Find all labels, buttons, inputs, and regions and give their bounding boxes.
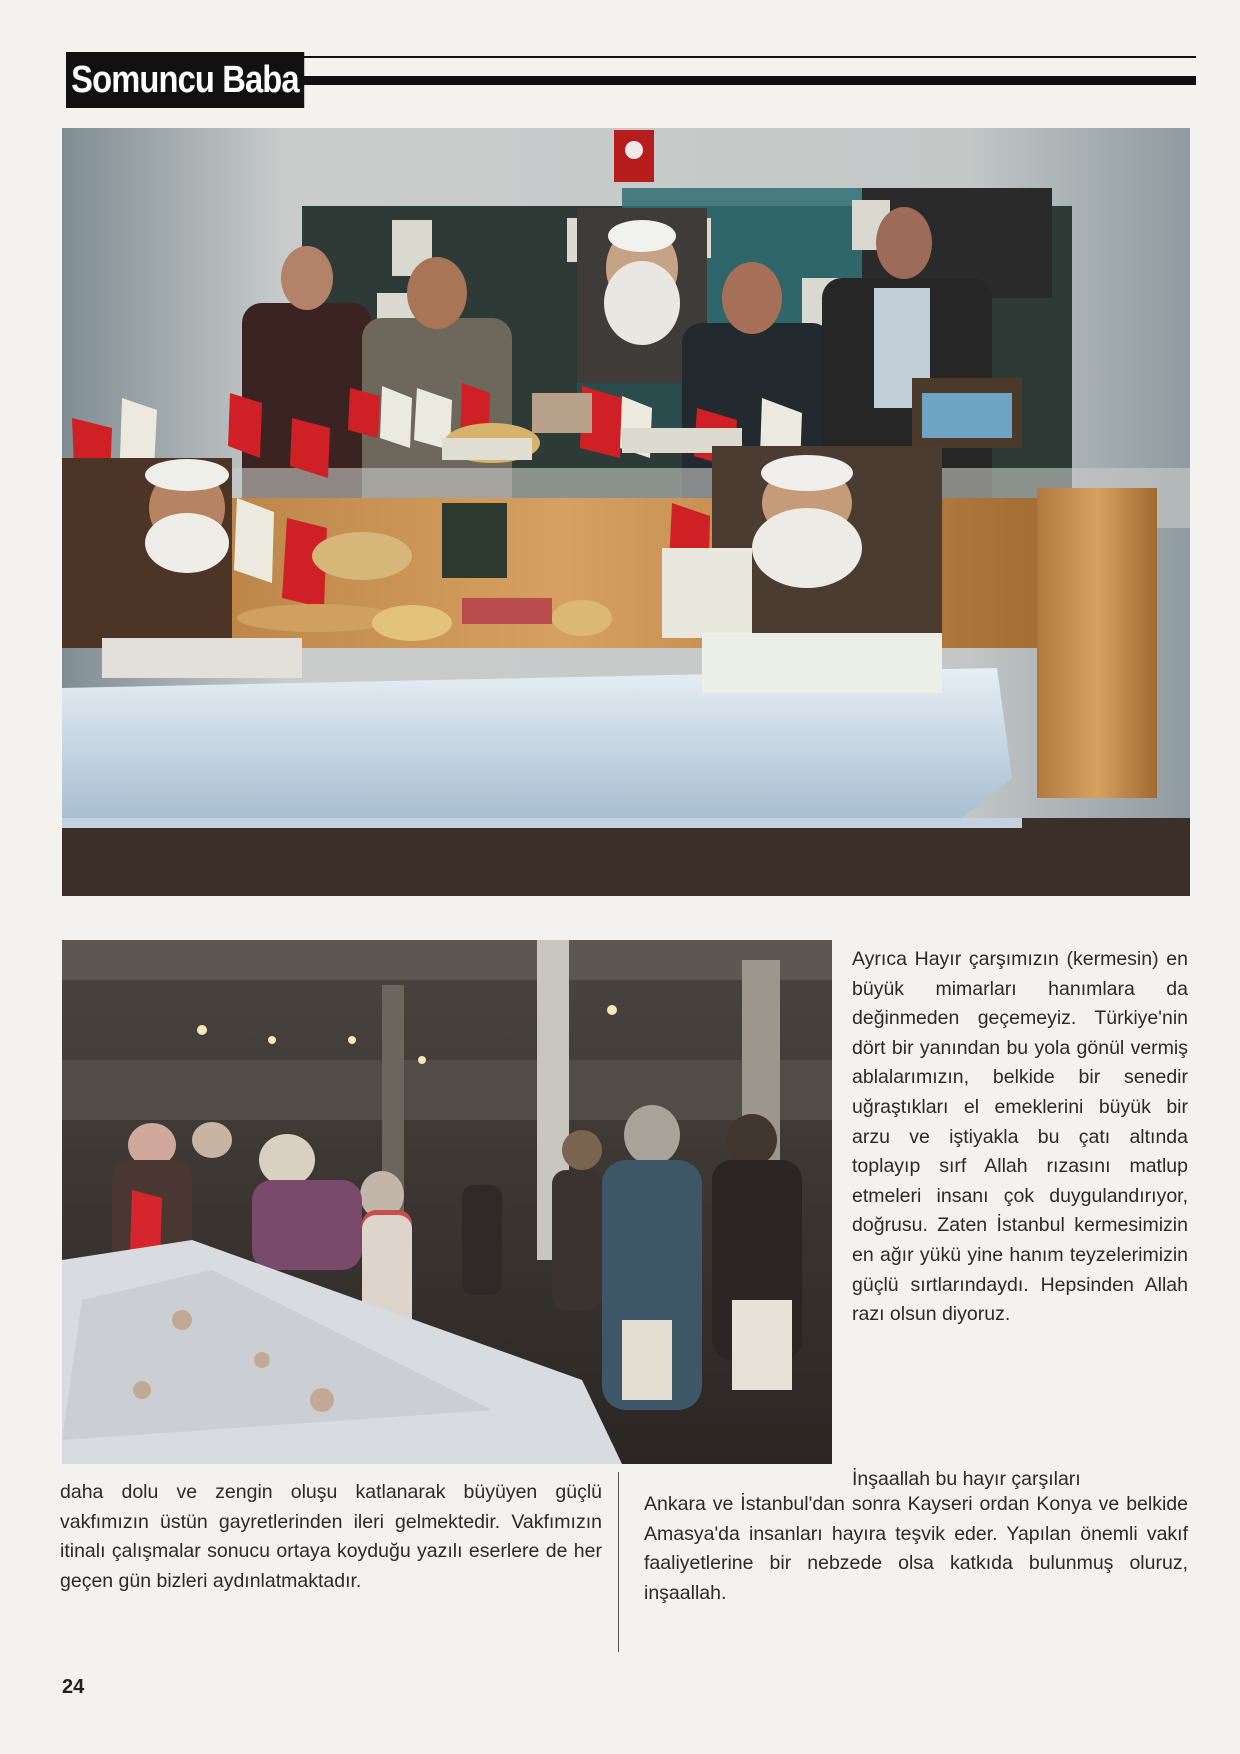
charity-bazaar-photo: [62, 940, 832, 1464]
header-rule-thin: [276, 56, 1196, 58]
header-rule-thick: [276, 76, 1196, 85]
article-left-column: daha dolu ve zengin oluşu katlanarak büyüyen güçlü vakfımızın üstün gayretlerinden ileri gelmektedir. Vakfımızın itinalı çalışmalar sonucu ortaya koyduğu yazılı eserlere de her geçen gün bizleri aydınlatmaktadır.: [60, 1481, 602, 1592]
article-mid-column: Ankara ve İstanbul'dan sonra Kayseri ordan Konya ve belkide Amasya'da insanları hayıra teşvik eder. Yapılan önemli vakıf faaliyetlerine bir nebzede olsa katkıda bulunmuş oluruz, inşaallah.: [644, 1493, 1188, 1604]
article-right-column-continued: İnşaallah bu hayır çarşıları: [852, 1468, 1081, 1490]
bazaar-photo-illustration: [62, 940, 832, 1464]
article-right-column: Ayrıca Hayır çarşımızın (kermesin) en büyük mimarları hanımlara da değinmeden geçemeyiz. Türkiye'nin dört bir yanından bu yola gönül vermiş ablalarımızın, belkide bir senedir uğraştıkları el emeklerini büyük bir arzu ve iştiyakla bu çatı altında toplayıp sırf Allah rızasını matlup etmeleri insanı çok duygulandırıyor, doğrusu. Zaten İstanbul kermesimizin en ağır yükü yine hanım teyzelerimizin güçlü sırtlarındaydı. Hepsinden Allah razı olsun diyoruz.: [852, 948, 1188, 1326]
exhibition-table-photo: [62, 128, 1190, 896]
magazine-title: Somuncu Baba: [66, 52, 304, 108]
page-number: 24: [62, 1676, 85, 1698]
masthead: [66, 52, 1196, 108]
column-divider: [618, 1472, 619, 1652]
exhibition-photo-illustration: [62, 128, 1190, 896]
